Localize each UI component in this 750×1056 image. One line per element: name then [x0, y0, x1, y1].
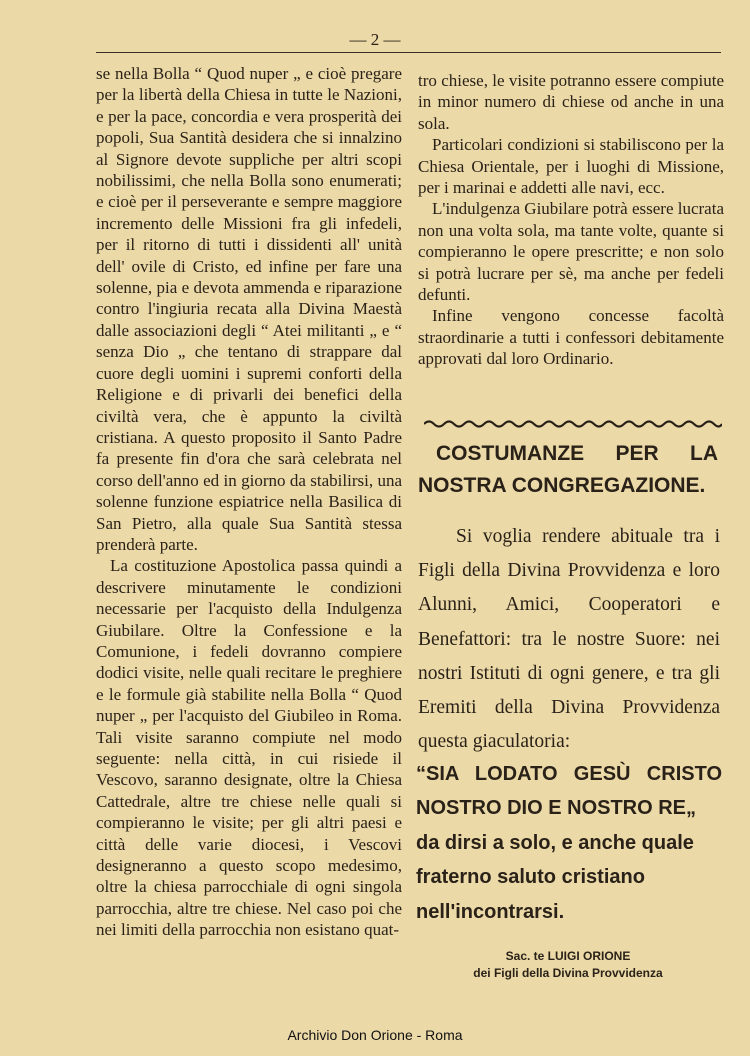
left-paragraph-2: La costituzione Apostolica passa quindi a descrivere minutamente le condizioni necessarie per l'acquisto della Indulgenza Giubilare. Oltre la Confessione e la Comunione, i fedeli dovranno compiere dodici visite, nelle quali recitare le preghiere e le formule già stabilite nella Bolla “ Quod nuper „ per l'acquisto del Giubileo in Roma. Tali visite saranno compiute nel modo seguente: nella città, in cui risiede il Vescovo, saranno designate, oltre la Chiesa Cattedrale, altre tre chiese nelle quali si compieranno le visite; per gli altri paesi e città delle varie diocesi, i Vescovi designeranno a questo scopo medesimo, oltre la chiesa parrocchiale di ogni singola parrocchia, altre tre chiese. Nel caso poi che nei limiti della parrocchia non esistano quat- [96, 556, 402, 940]
right-paragraph-2: Particolari condizioni si stabiliscono per la Chiesa Orientale, per i luoghi di Missione, per i marinai e addetti alle navi, ecc. [418, 135, 724, 198]
section-motto [416, 757, 722, 929]
signature-affiliation: dei Figli della Divina Provvidenza [473, 966, 663, 980]
section-title: COSTUMANZE PER LA NOSTRA CONGREGAZIONE. [418, 442, 718, 497]
left-column [96, 63, 402, 941]
right-paragraph-3: L'indulgenza Giubilare potrà essere lucrata non una volta sola, ma tante volte, quante si compieranno le opere prescritte; e non solo si potrà lucrare per sè, ma anche per fedeli defunti. [418, 199, 724, 305]
right-paragraph-4: Infine vengono concesse facoltà straordinarie a tutti i confessori debitamente approvati dal loro Ordinario. [418, 306, 724, 369]
header-rule [96, 52, 721, 53]
signature-name: Sac. te LUIGI ORIONE [505, 949, 631, 963]
signature [418, 948, 718, 982]
left-paragraph-1: se nella Bolla “ Quod nuper „ e cioè pregare per la libertà della Chiesa in tutte le Nazioni, e per la pace, concordia e vera prosperità dei popoli, Sua Santità desidera che si innalzino al Signore devote suppliche per altri scopi nobilissimi, che nella Bolla sono enumerati; e cioè per il perseverante e sempre maggiore incremento delle Missioni fra gli infedeli, per il ritorno di tutti i dissidenti all' unità dell' ovile di Cristo, ed infine per fare una solenne, pia e devota ammenda e riparazione contro l'ingiuria recata alla Divina Maestà dalle associazioni degli “ Atei militanti „ e “ senza Dio „ che tentano di strappare dal cuore degli uomini i supremi conforti della Religione e di privarli dei benefici della civiltà vera, che è appunto la civiltà cristiana. A questo proposito il Santo Padre fa presente fin d'ora che sarà celebrata nel corso dell'anno ed in giorno da stabilirsi, una solenne funzione espiatrice nella Basilica di San Pietro, alla quale Sua Santità stessa prenderà parte. [96, 64, 402, 554]
ornamental-divider [424, 418, 722, 430]
right-column [418, 70, 724, 370]
right-paragraph-1: tro chiese, le visite potranno essere compiute in minor numero di chiese od anche in una sola. [418, 71, 724, 133]
motto-tail: da dirsi a solo, e anche quale fraterno saluto cristiano nell'incontrarsi. [416, 831, 694, 923]
archive-footer: Archivio Don Orione - Roma [287, 1027, 463, 1043]
motto-quote: “SIA LODATO GESÙ CRISTO NOSTRO DIO E NOSTRO RE„ [416, 763, 722, 820]
section-body: Si voglia rendere abituale tra i Figli della Divina Provvidenza e loro Alunni, Amici, Cooperatori e Benefattori: tra le nostre Suore: nei nostri Istituti di ogni genere, e tra gli Eremiti della Divina Provvidenza questa giaculatoria: [418, 526, 720, 753]
page-number: — 2 — [349, 30, 401, 49]
